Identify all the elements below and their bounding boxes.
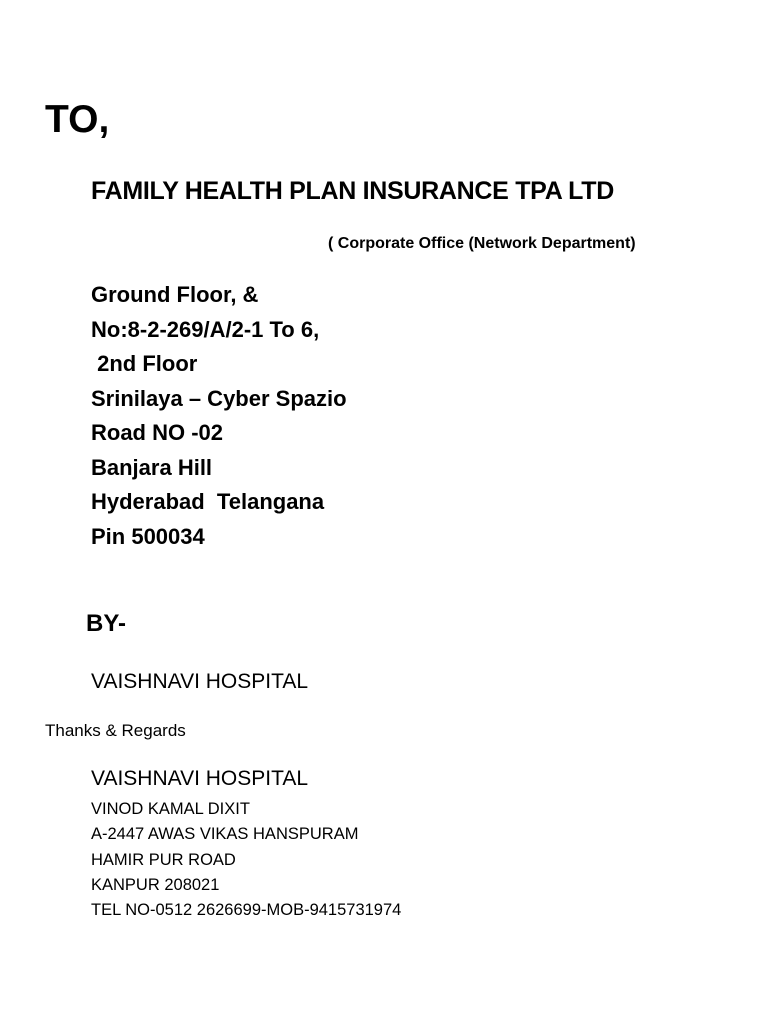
recipient-department: ( Corporate Office (Network Department) bbox=[328, 235, 636, 252]
address-line: Ground Floor, & bbox=[91, 282, 259, 307]
signature-address-line: HAMIR PUR ROAD bbox=[91, 850, 236, 869]
signature-phone: TEL NO-0512 2626699-MOB-9415731974 bbox=[91, 901, 402, 920]
to-heading: TO, bbox=[45, 98, 110, 141]
signature-name: VAISHNAVI HOSPITAL bbox=[91, 767, 309, 790]
signature-address-line: A-2447 AWAS VIKAS HANSPURAM bbox=[91, 825, 359, 844]
by-heading: BY- bbox=[86, 610, 127, 637]
address-line: 2nd Floor bbox=[91, 351, 198, 376]
recipient-company-name: FAMILY HEALTH PLAN INSURANCE TPA LTD bbox=[91, 177, 615, 205]
address-line: Banjara Hill bbox=[91, 454, 213, 480]
address-line: Pin 500034 bbox=[91, 523, 205, 549]
address-line: No:8-2-269/A/2-1 To 6, bbox=[91, 316, 320, 342]
address-line: Srinilaya – Cyber Spazio bbox=[91, 385, 347, 411]
closing-regards: Thanks & Regards bbox=[45, 721, 186, 740]
signature-city-pin: KANPUR 208021 bbox=[91, 875, 220, 894]
recipient-address bbox=[91, 278, 347, 554]
sender-name: VAISHNAVI HOSPITAL bbox=[91, 670, 309, 693]
address-line: Road NO -02 bbox=[91, 420, 224, 445]
signature-details bbox=[91, 797, 401, 923]
signature-contact-person: VINOD KAMAL DIXIT bbox=[91, 800, 250, 818]
address-line: Hyderabad Telangana bbox=[91, 489, 325, 514]
